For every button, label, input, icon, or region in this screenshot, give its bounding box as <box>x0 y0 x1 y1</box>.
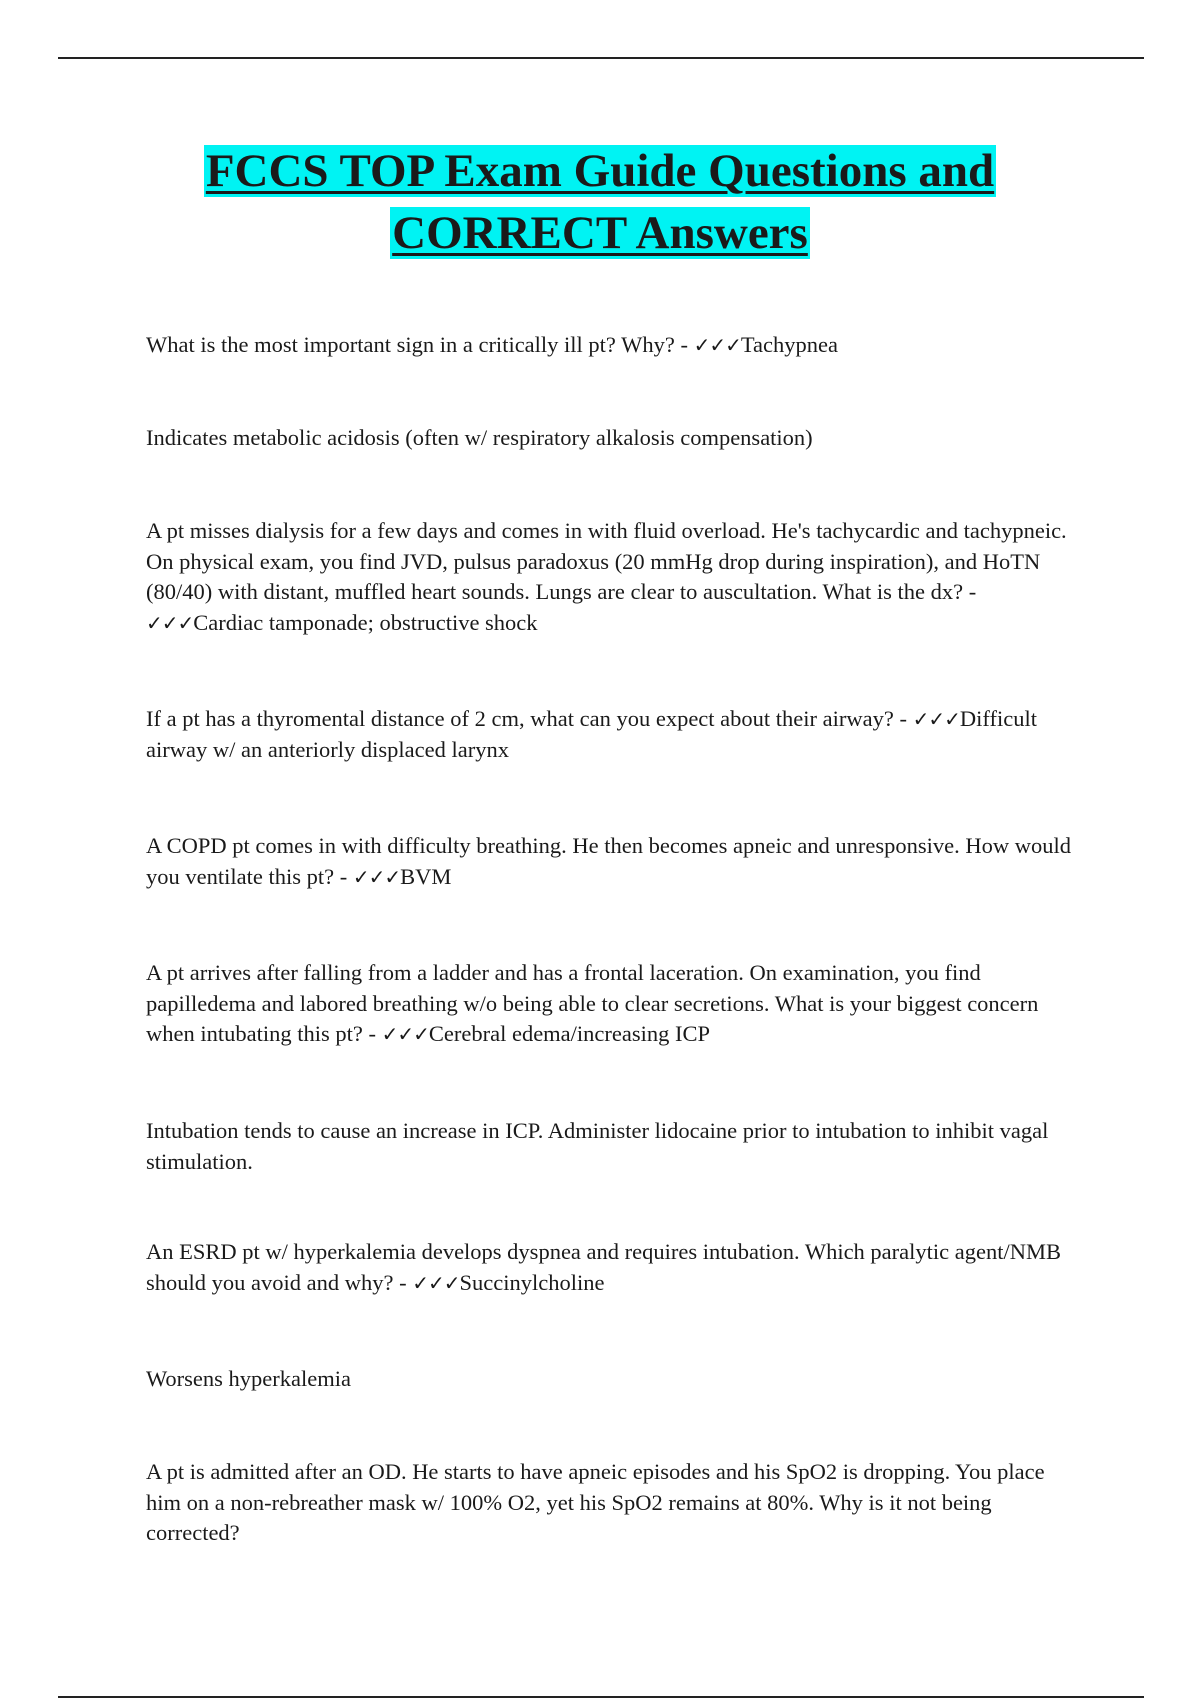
qa-item-3 <box>146 704 1076 765</box>
checkmark-icon: ✓✓✓ <box>912 707 960 731</box>
checkmark-icon: ✓✓✓ <box>146 610 194 635</box>
qa-item-5 <box>146 958 1076 1050</box>
note-text: Intubation tends to cause an increase in ICP. Administer lidocaine prior to intubation to inhibit vagal stimulation. <box>146 1118 1049 1174</box>
checkmark-icon: ✓✓✓ <box>352 864 401 889</box>
qa-item-1 <box>146 330 1076 361</box>
question-text: What is the most important sign in a critically ill pt? Why? - <box>146 332 694 357</box>
answer-text: Difficult airway w/ an anteriorly displaced larynx <box>146 706 1037 762</box>
checkmark-icon: ✓✓✓ <box>693 333 741 357</box>
note-item-1 <box>146 423 1076 454</box>
note-item-2 <box>146 1116 1076 1177</box>
title-line-2: CORRECT Answers <box>392 207 808 259</box>
title-line-1: FCCS TOP Exam Guide Questions and <box>205 145 995 197</box>
note-text: Indicates metabolic acidosis (often w/ respiratory alkalosis compensation) <box>146 425 813 450</box>
qa-item-2 <box>146 516 1076 638</box>
question-text: An ESRD pt w/ hyperkalemia develops dyspnea and requires intubation. Which paralytic agent/NMB should you avoid and why? - <box>146 1239 1061 1295</box>
question-text: A pt is admitted after an OD. He starts to have apneic episodes and his SpO2 is dropping. You place him on a non-rebreather mask w/ 100% O2, yet his SpO2 remains at 80%. Why is it not being corrected? <box>146 1459 1045 1545</box>
question-text: A COPD pt comes in with difficulty breathing. He then becomes apneic and unresponsive. How would you ventilate this pt? - <box>146 833 1072 889</box>
bottom-rule <box>58 1696 1144 1698</box>
note-item-3 <box>146 1364 1076 1395</box>
note-text: Worsens hyperkalemia <box>146 1366 351 1391</box>
question-text: A pt arrives after falling from a ladder and has a frontal laceration. On examination, you find papilledema and labored breathing w/o being able to clear secretions. What is your biggest concern when intubating this pt? - <box>146 960 1039 1046</box>
answer-text: Cerebral edema/increasing ICP <box>428 1021 711 1046</box>
checkmark-icon: ✓✓✓ <box>381 1022 429 1046</box>
question-item-7 <box>146 1457 1076 1549</box>
answer-text: Succinylcholine <box>459 1269 605 1295</box>
answer-text: BVM <box>400 863 452 889</box>
checkmark-icon: ✓✓✓ <box>412 1270 460 1295</box>
answer-text: Cardiac tamponade; obstructive shock <box>193 609 538 635</box>
document-title <box>100 140 1100 264</box>
qa-item-6 <box>146 1237 1076 1298</box>
question-text: A pt misses dialysis for a few days and comes in with fluid overload. He's tachycardic and tachypneic. On physical exam, you find JVD, pulsus paradoxus (20 mmHg drop during inspiration), and HoTN (80/40) with distant, muffled heart sounds. Lungs are clear to auscultation. What is the dx? - <box>146 518 1067 604</box>
qa-item-4 <box>146 831 1076 892</box>
question-text: If a pt has a thyromental distance of 2 cm, what can you expect about their airway? - <box>146 706 913 731</box>
answer-text: Tachypnea <box>740 332 838 357</box>
top-rule <box>58 57 1144 59</box>
